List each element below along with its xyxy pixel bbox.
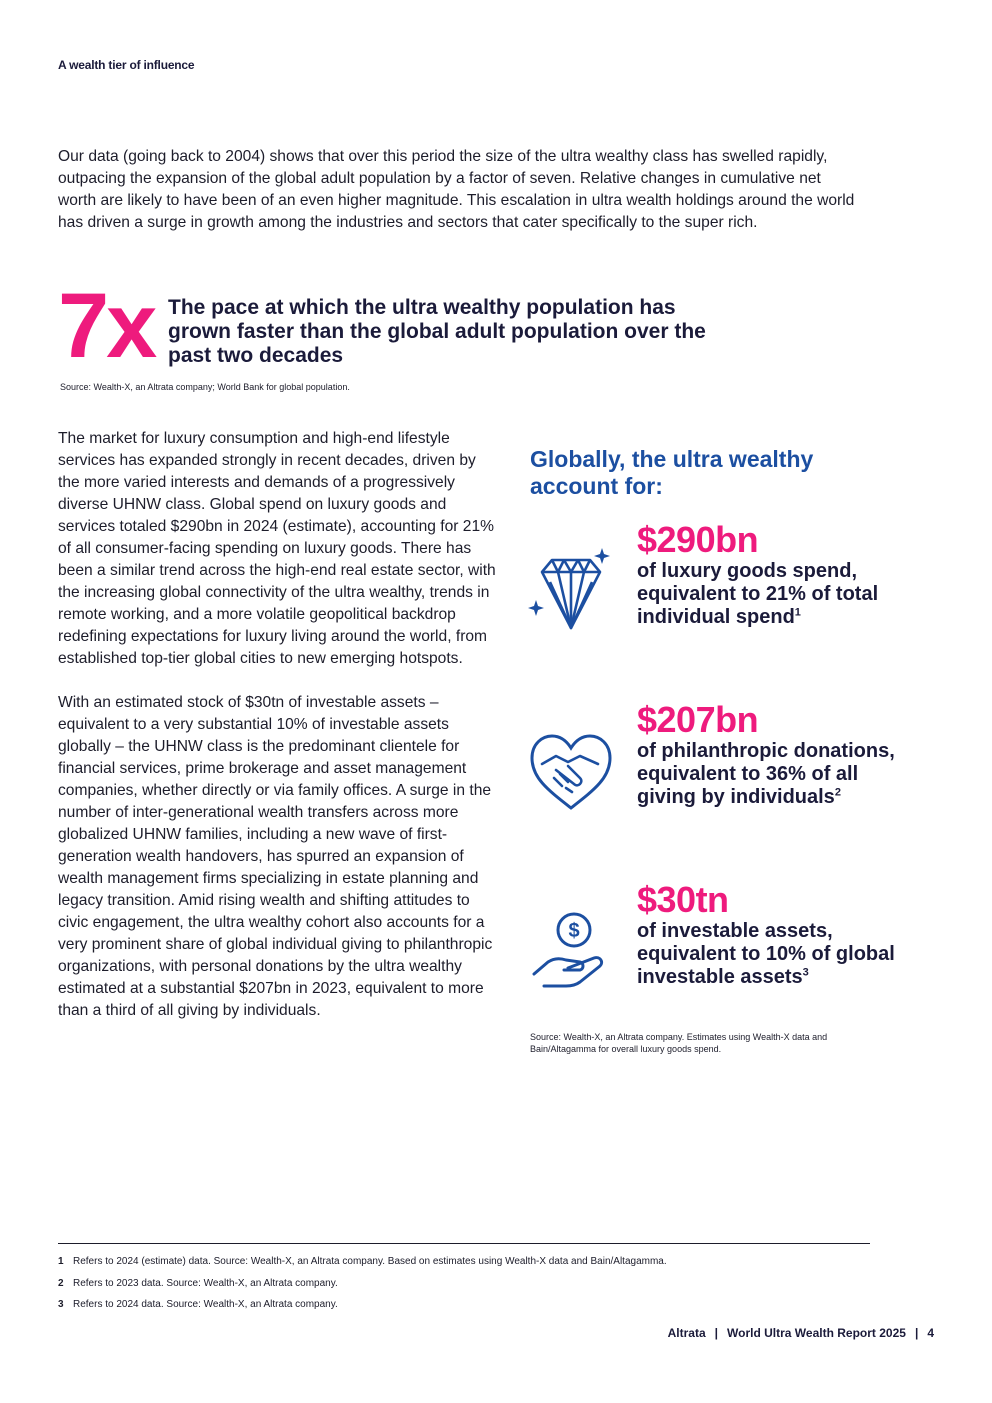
footer-separator: | xyxy=(914,1326,919,1340)
highlight-source: Source: Wealth-X, an Altrata company; World Bank for global population. xyxy=(60,382,350,392)
intro-paragraph: Our data (going back to 2004) shows that over this period the size of the ultra wealthy class has swelled rapidly, outpacing the expansion of the global adult population by a factor of seven. Relative changes in cumulative net worth are likely to have been of an even higher magnitude. This escalation in ultra wealth holdings around the world has driven a surge in growth among the industries and sectors that cater specifically to the super rich. xyxy=(58,148,855,231)
footer-report-title: World Ultra Wealth Report 2025 xyxy=(727,1326,906,1340)
diamond-icon xyxy=(528,548,614,639)
kpi-luxury-footnote: 1 xyxy=(794,606,801,619)
footnote-number: 2 xyxy=(58,1278,64,1289)
svg-text:$: $ xyxy=(568,920,580,942)
kpi-investable-value: $30tn xyxy=(637,879,729,920)
footnote-item xyxy=(58,1256,667,1267)
body-column xyxy=(58,428,498,1044)
footnote-text: Refers to 2024 data. Source: Wealth-X, an Altrata company. xyxy=(73,1299,338,1310)
footnote-number: 3 xyxy=(58,1299,64,1310)
kpi-philanthropy-footnote: 2 xyxy=(834,786,841,799)
footnote-item xyxy=(58,1278,338,1289)
coin-hand-icon xyxy=(528,908,614,999)
footer-brand: Altrata xyxy=(667,1326,706,1340)
sidebar-source: Source: Wealth-X, an Altrata company. Estimates using Wealth-X data and Bain/Altagamma for overall luxury goods spend. xyxy=(530,1032,828,1054)
footnote-text: Refers to 2024 (estimate) data. Source: Wealth-X, an Altrata company. Based on estimates using Wealth-X data and Bain/Altagamma. xyxy=(73,1256,667,1267)
sidebar-title: Globally, the ultra wealthy account for: xyxy=(530,446,814,499)
handshake-heart-icon xyxy=(528,730,614,821)
kpi-investable-footnote: 3 xyxy=(802,966,809,979)
footnote-item xyxy=(58,1299,338,1310)
kpi-luxury xyxy=(637,519,897,629)
footer-separator: | xyxy=(714,1326,719,1340)
page-footer xyxy=(668,1326,934,1340)
body-paragraph-1: The market for luxury consumption and high-end lifestyle services has expanded strongly in recent decades, driven by the more varied interests and demands of a progressively diverse UHNW class. Global spend on luxury goods and services totaled $290bn in 2024 (estimate), accounting for 21% of all consumer-facing spending on luxury goods. There has been a similar trend across the high-end real estate sector, with the increasing global connectivity of the ultra wealthy, trends in remote working, and a more volatile geopolitical backdrop redefining expectations for luxury living around the world, from established top-tier global cities to new emerging hotspots. xyxy=(58,430,496,667)
section-label: A wealth tier of influence xyxy=(58,58,195,72)
kpi-investable-description: of investable assets, equivalent to 10% of global investable assets xyxy=(637,920,895,988)
kpi-philanthropy-description: of philanthropic donations, equivalent to 36% of all giving by individuals xyxy=(637,740,895,808)
highlight-value: 7x xyxy=(58,275,155,377)
footnote-text: Refers to 2023 data. Source: Wealth-X, an Altrata company. xyxy=(73,1278,338,1289)
kpi-luxury-description: of luxury goods spend, equivalent to 21% of total individual spend xyxy=(637,560,879,628)
kpi-investable xyxy=(637,879,897,989)
body-paragraph-2: With an estimated stock of $30tn of investable assets – equivalent to a very substantial 10% of investable assets globally – the UHNW class is the predominant clientele for financial services, prime brokerage and asset management companies, whether directly or via family offices. A surge in the number of inter-generational wealth transfers across more globalized UHNW families, including a new wave of first-generation wealth handovers, has spurred an expansion of wealth management firms specializing in estate planning and legacy transition. Amid rising wealth and shifting attitudes to civic engagement, the ultra wealthy cohort also accounts for a very prominent share of global individual giving to philanthropic organizations, with personal donations by the ultra wealthy estimated at a substantial $207bn in 2023, equivalent to more than a third of all giving by individuals. xyxy=(58,694,493,1019)
kpi-philanthropy-value: $207bn xyxy=(637,699,759,740)
footer-page-number: 4 xyxy=(927,1326,934,1340)
kpi-luxury-value: $290bn xyxy=(637,519,759,560)
footnote-number: 1 xyxy=(58,1256,64,1267)
footnote-divider xyxy=(58,1243,870,1244)
kpi-philanthropy xyxy=(637,699,897,809)
highlight-description: The pace at which the ultra wealthy population has grown faster than the global adult population over the past two decades xyxy=(168,296,706,367)
